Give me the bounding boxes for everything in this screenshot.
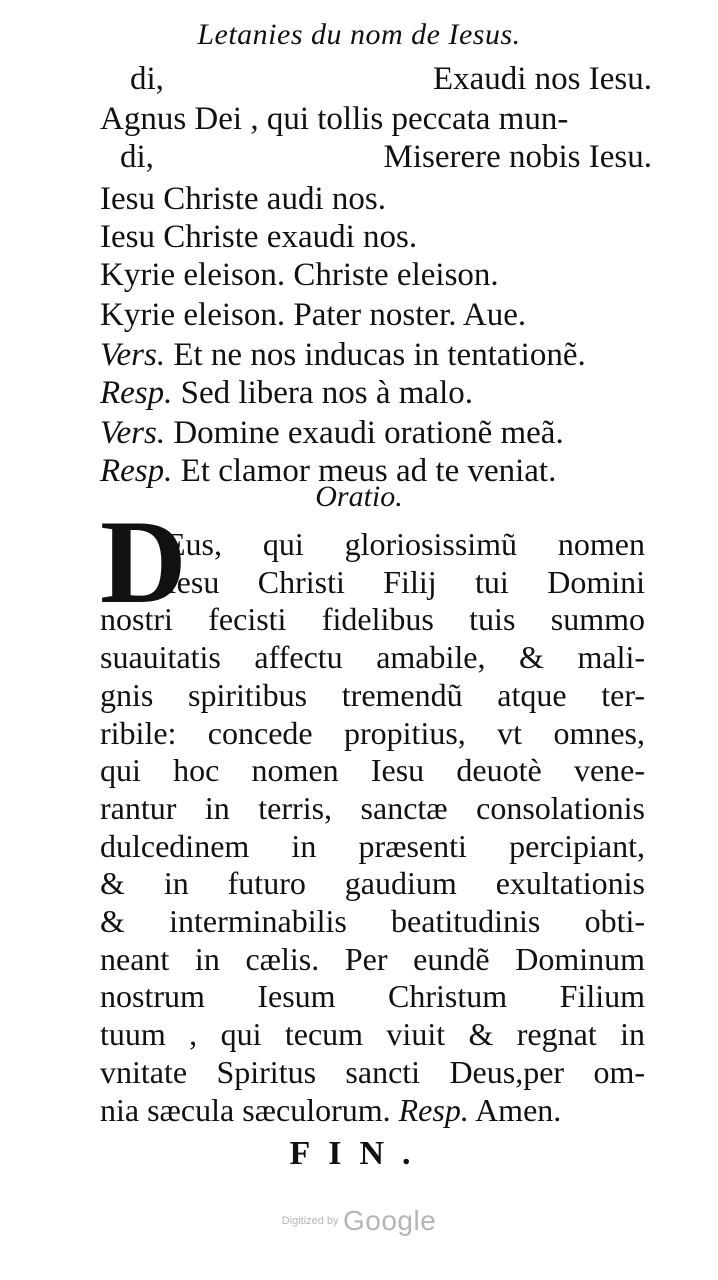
response-label: Resp.: [100, 375, 173, 411]
oratio-heading: Oratio.: [315, 480, 403, 513]
prayer-line: ribile: concede propitius, vt omnes,: [100, 714, 645, 751]
response-line-1: [100, 374, 660, 412]
prayer-line: Eus, qui gloriosissimũ nomen: [166, 526, 645, 562]
response-label: Resp.: [398, 1091, 469, 1128]
prayer-line: qui hoc nomen Iesu deuotè vene-: [100, 752, 645, 789]
litany-line-1: [100, 60, 660, 98]
response-text: Sed libera nos à malo.: [180, 375, 473, 411]
prayer-last-text: nia sæcula sæculorum.: [100, 1091, 391, 1128]
litany-line-4: Iesu Christe audi nos.: [100, 181, 386, 217]
prayer-last-line: [100, 1092, 645, 1130]
litany-line-3-left: di,: [120, 139, 154, 175]
prayer-line: & in futuro gaudium exultationis: [100, 865, 645, 902]
prayer-line: & interminabilis beatitudinis obti-: [100, 903, 645, 940]
prayer-line: dulcedinem in præsenti percipiant,: [100, 827, 645, 864]
response-label: Resp.: [100, 453, 173, 489]
versicle-label: Vers.: [100, 337, 166, 373]
fin-mark: FIN.: [289, 1135, 429, 1172]
litany-line-5: Iesu Christe exaudi nos.: [100, 219, 418, 255]
prayer-line: neant in cælis. Per eundẽ Dominum: [100, 940, 645, 977]
watermark-brand: Google: [343, 1205, 437, 1236]
prayer-line: rantur in terris, sanctæ consolationis: [100, 789, 645, 826]
prayer-line: Iesu Christi Filij tui Domini: [166, 563, 645, 600]
drop-cap-initial: D: [100, 495, 187, 628]
litany-line-6: Kyrie eleison. Christe eleison.: [100, 257, 499, 293]
versicle-label: Vers.: [100, 415, 166, 451]
prayer-line: nostrum Iesum Christum Filium: [100, 978, 645, 1015]
prayer-line: vnitate Spiritus sancti Deus,per om-: [100, 1053, 645, 1090]
versicle-line-2: [100, 414, 660, 452]
litany-line-1-right: Exaudi nos Iesu.: [432, 61, 652, 97]
watermark-prefix: Digitized by: [281, 1215, 339, 1227]
prayer-paragraph: [100, 526, 645, 1129]
digitized-watermark: [0, 1205, 718, 1237]
prayer-line: suauitatis affectu amabile, & mali-: [100, 639, 645, 676]
amen-text: Amen.: [475, 1091, 562, 1128]
prayer-line: nostri fecisti fidelibus tuis summo: [100, 601, 645, 638]
litany-line-3-right: Miserere nobis Iesu.: [383, 139, 652, 175]
litany-line-3: [100, 138, 660, 176]
prayer-line: gnis spiritibus tremendũ atque ter-: [100, 676, 645, 713]
versicle-text: Et ne nos inducas in tentationẽ.: [173, 337, 586, 373]
versicle-line-1: [100, 336, 660, 374]
litany-line-7: Kyrie eleison. Pater noster. Aue.: [100, 297, 527, 333]
litany-line-2: Agnus Dei , qui tollis peccata mun-: [100, 101, 569, 137]
running-head: Letanies du nom de Iesus.: [197, 18, 521, 51]
litany-line-1-left: di,: [130, 61, 164, 97]
prayer-line: tuum , qui tecum viuit & regnat in: [100, 1016, 645, 1053]
versicle-text: Domine exaudi orationẽ meã.: [173, 415, 564, 451]
response-text: Et clamor meus ad te veniat.: [180, 453, 557, 489]
